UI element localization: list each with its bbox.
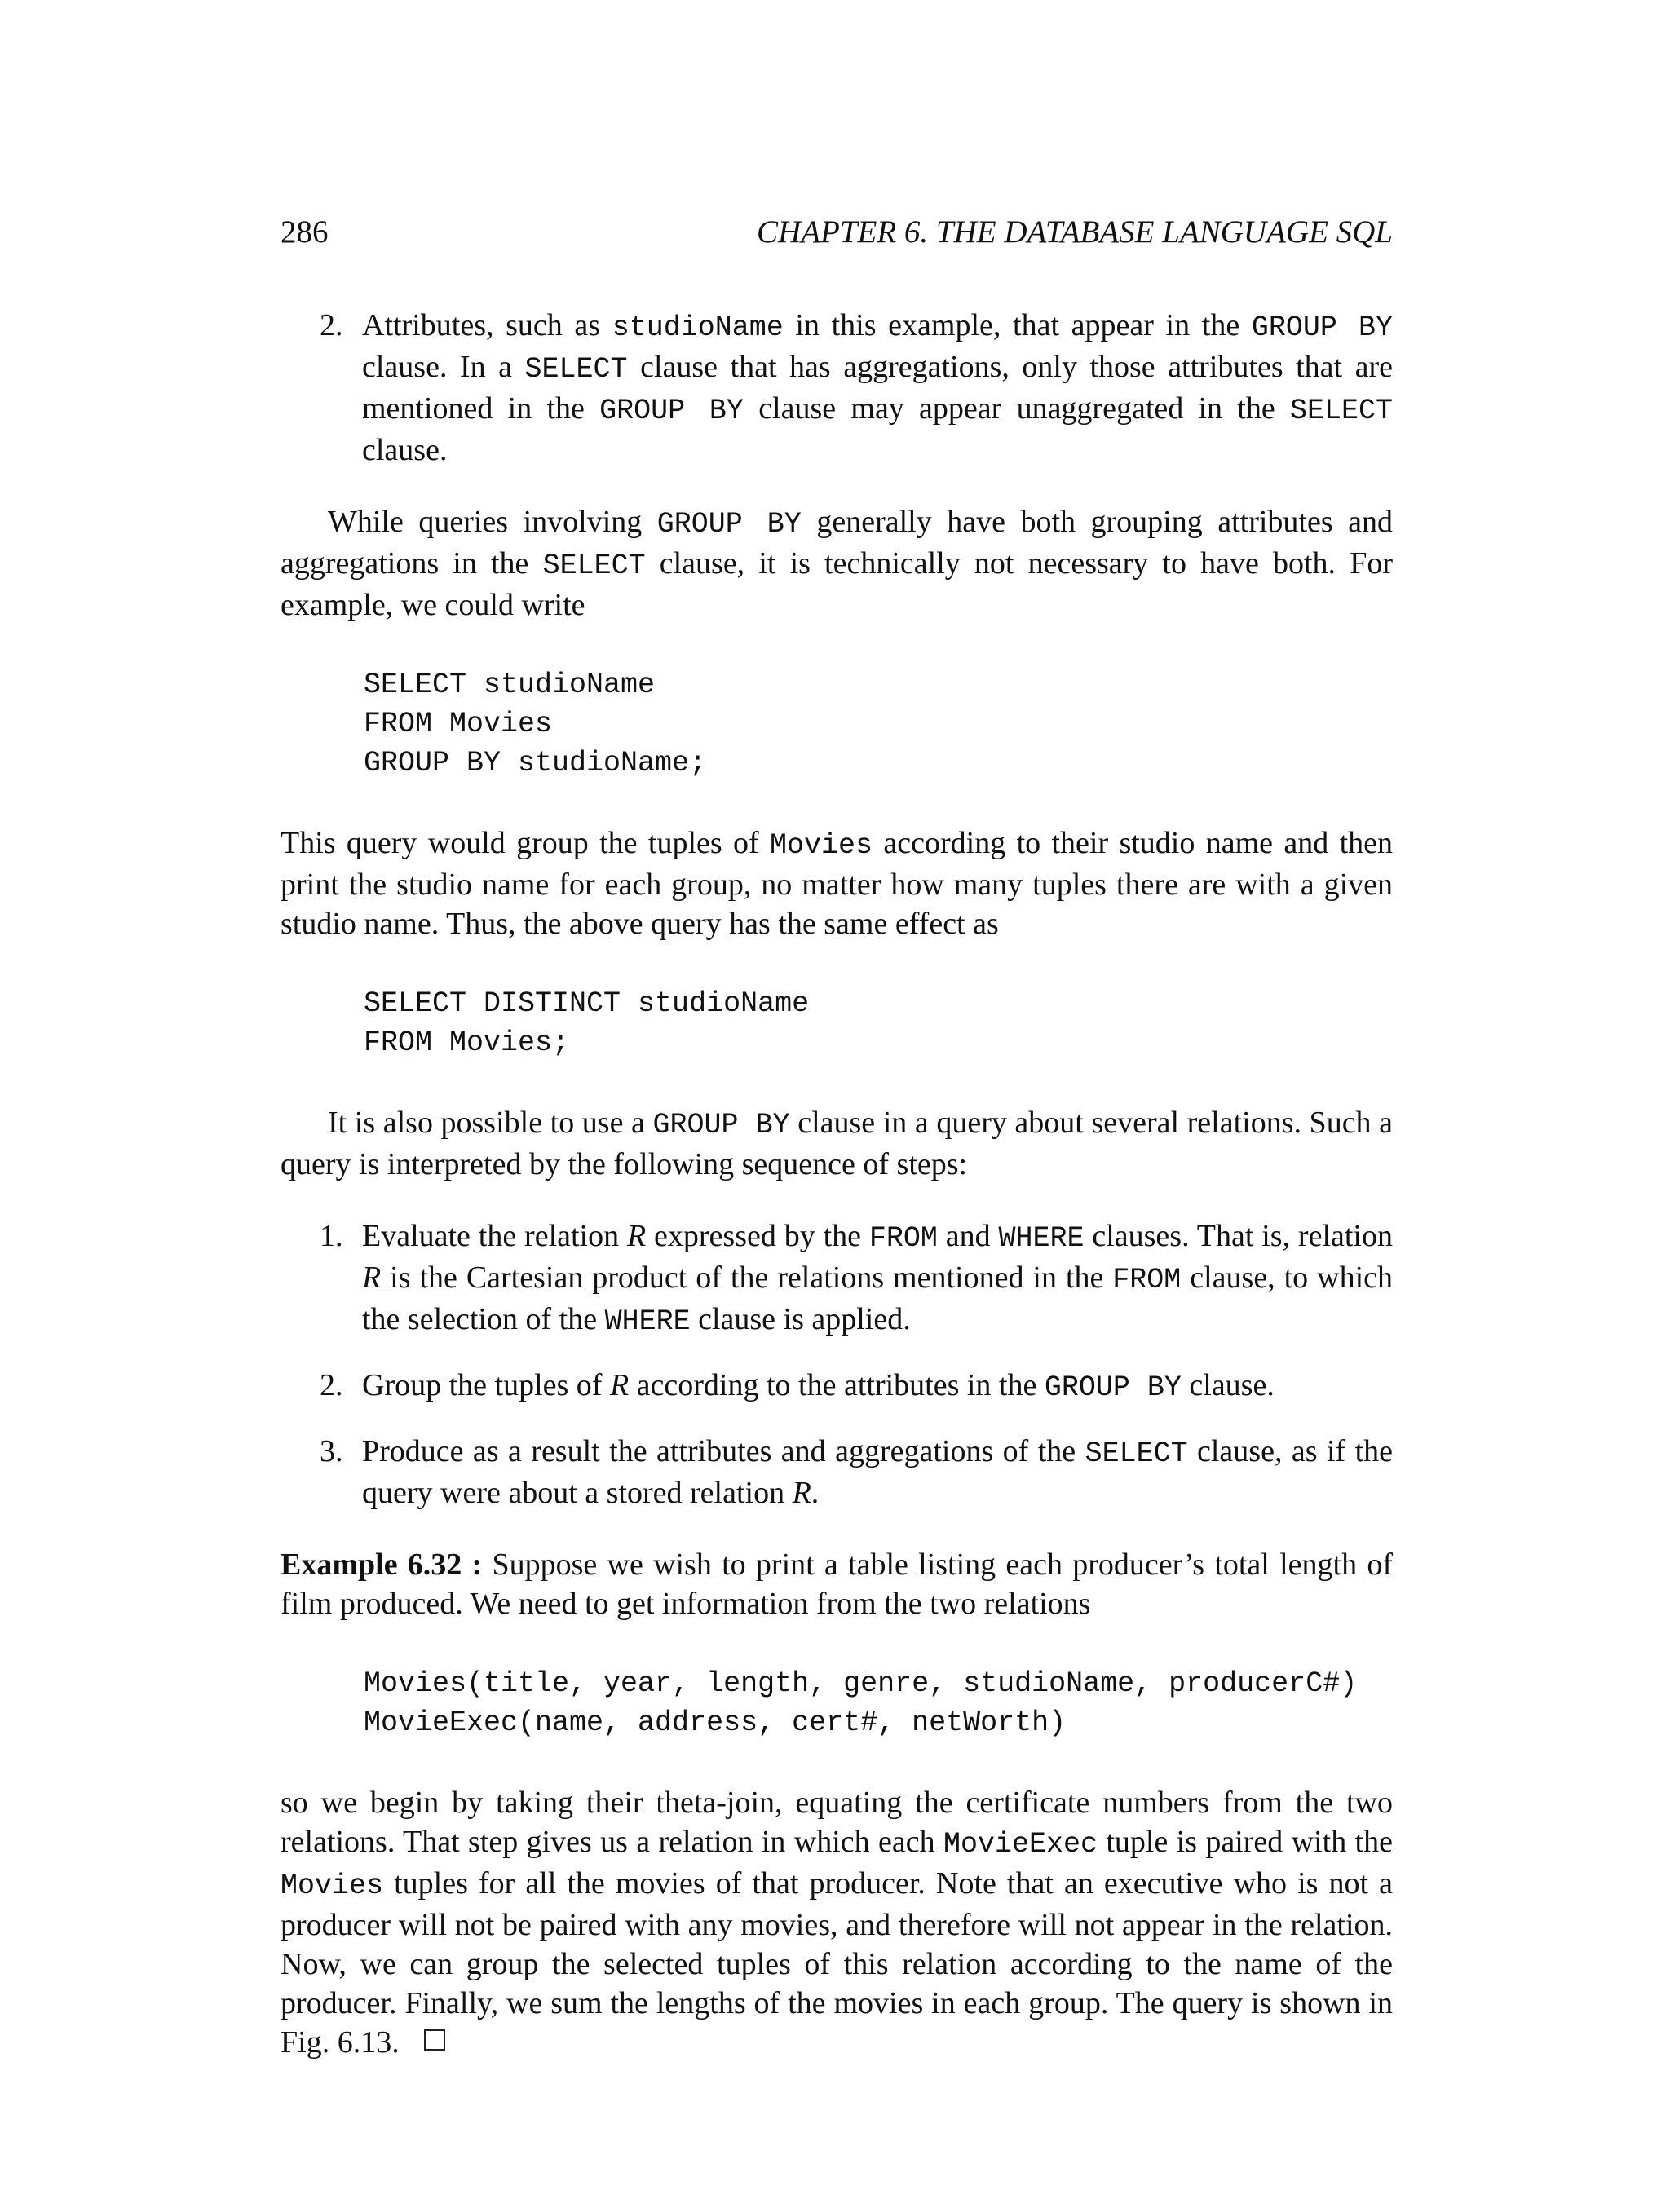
code-term: FROM: [1112, 1264, 1182, 1296]
paragraph: [281, 1783, 1393, 2062]
math-variable: R: [626, 1219, 647, 1253]
code-term: SELECT: [542, 550, 646, 582]
example-paragraph: [281, 1545, 1393, 1623]
code-block-distinct: SELECT DISTINCT studioName FROM Movies;: [364, 987, 810, 1059]
text: While queries involving: [328, 505, 657, 539]
text: is the Cartesian product of the relations mentioned in the: [381, 1261, 1113, 1295]
code-block-relations: Movies(title, year, length, genre, studioName, producerC#) MovieExec(name, address, cert#, netWorth): [364, 1667, 1358, 1739]
text: Evaluate the relation: [362, 1219, 627, 1253]
code-term: GROUP BY: [599, 395, 744, 427]
text: .: [811, 1476, 820, 1510]
text: Attributes, such as: [362, 308, 612, 342]
text: and: [937, 1219, 999, 1253]
math-variable: R: [362, 1261, 382, 1295]
text: Group the tuples of: [362, 1368, 610, 1402]
code-term: FROM: [868, 1222, 938, 1255]
text: expressed by the: [646, 1219, 869, 1253]
list-item-step-3: [281, 1432, 1393, 1512]
example-label: Example 6.32 :: [281, 1548, 483, 1582]
text: This query would group the tuples of: [281, 826, 771, 860]
paragraph: [281, 823, 1393, 943]
page-header: [281, 214, 1393, 254]
code-term: SELECT: [1085, 1437, 1188, 1470]
code-term: GROUP BY: [656, 508, 802, 541]
page-body: [281, 306, 1393, 2062]
math-variable: R: [609, 1368, 630, 1402]
list-number: 2.: [320, 1368, 343, 1402]
list-number: 2.: [320, 308, 343, 342]
code-term: WHERE: [604, 1305, 691, 1338]
text: tuples for all the movies of that producer. Note that an executive who is not a producer will not be paired with any movies, and therefore will not appear in the relation. Now, we can group the selected tuples of this relation according to the name of the producer. Finally, we sum the lengths of the movies in each group. The query is shown in Fig. 6.13.: [281, 1866, 1393, 2060]
code-block-group-by: SELECT studioName FROM Movies GROUP BY studioName;: [364, 669, 707, 779]
code-term: MovieExec: [943, 1828, 1098, 1861]
text: clause.: [1181, 1368, 1275, 1402]
text: clause, as if the query were about a stored relation: [362, 1434, 1393, 1510]
text: in this example, that appear in the: [783, 308, 1252, 342]
code-term: SELECT: [1289, 395, 1394, 427]
paragraph: [281, 1103, 1393, 1184]
code-term: GROUP BY: [1044, 1371, 1182, 1404]
paragraph: [281, 502, 1393, 625]
code-term: WHERE: [998, 1222, 1085, 1255]
text: generally have both grouping attributes and aggregations in the: [281, 505, 1393, 581]
text: clause.: [362, 433, 448, 467]
text: according to the attributes in the: [629, 1368, 1045, 1402]
running-title: CHAPTER 6. THE DATABASE LANGUAGE SQL: [757, 214, 1393, 249]
text: clause in a query about several relations. Such a query is interpreted by the following sequence of steps:: [281, 1106, 1394, 1181]
code-term: Movies: [770, 829, 873, 862]
end-of-example-box-icon: [424, 2029, 445, 2051]
math-variable: R: [792, 1476, 811, 1510]
list-item-step-1: [281, 1216, 1393, 1341]
page-number: 286: [281, 214, 329, 249]
text: clauses. That is, relation: [1084, 1219, 1393, 1253]
text: clause may appear unaggregated in the: [743, 391, 1290, 426]
code-term: SELECT: [524, 353, 628, 386]
text: Suppose we wish to print a table listing each producer’s total length of film produced. We need to get information from the two relations: [281, 1548, 1393, 1621]
text: clause. In a: [362, 350, 525, 384]
code-term: Movies: [281, 1870, 384, 1902]
text: so we begin by taking their theta-join, equating the certificate numbers from the two relations. That step gives us a relation in which each: [281, 1786, 1393, 1859]
text: clause that has aggregations, only those attributes that are mentioned in the: [362, 350, 1394, 426]
text: clause is applied.: [690, 1302, 911, 1336]
text: tuple is paired with the: [1097, 1825, 1393, 1859]
text: according to their studio name and then print the studio name for each group, no matter how many tuples there are with a given studio name. Thus, the above query has the same effect as: [281, 826, 1393, 941]
list-number: 1.: [320, 1219, 343, 1253]
code-term: studioName: [612, 311, 784, 344]
text: It is also possible to use a: [328, 1106, 653, 1140]
text: clause, to which the selection of the: [362, 1261, 1393, 1336]
text: Produce as a result the attributes and aggregations of the: [362, 1434, 1085, 1468]
list-item-step-2: [281, 1366, 1393, 1407]
code-term: GROUP BY: [1251, 311, 1393, 344]
list-number: 3.: [320, 1434, 343, 1468]
text: clause, it is technically not necessary to have both. For example, we could write: [281, 546, 1393, 622]
list-item-attributes: [281, 306, 1393, 470]
code-term: GROUP BY: [652, 1109, 790, 1141]
